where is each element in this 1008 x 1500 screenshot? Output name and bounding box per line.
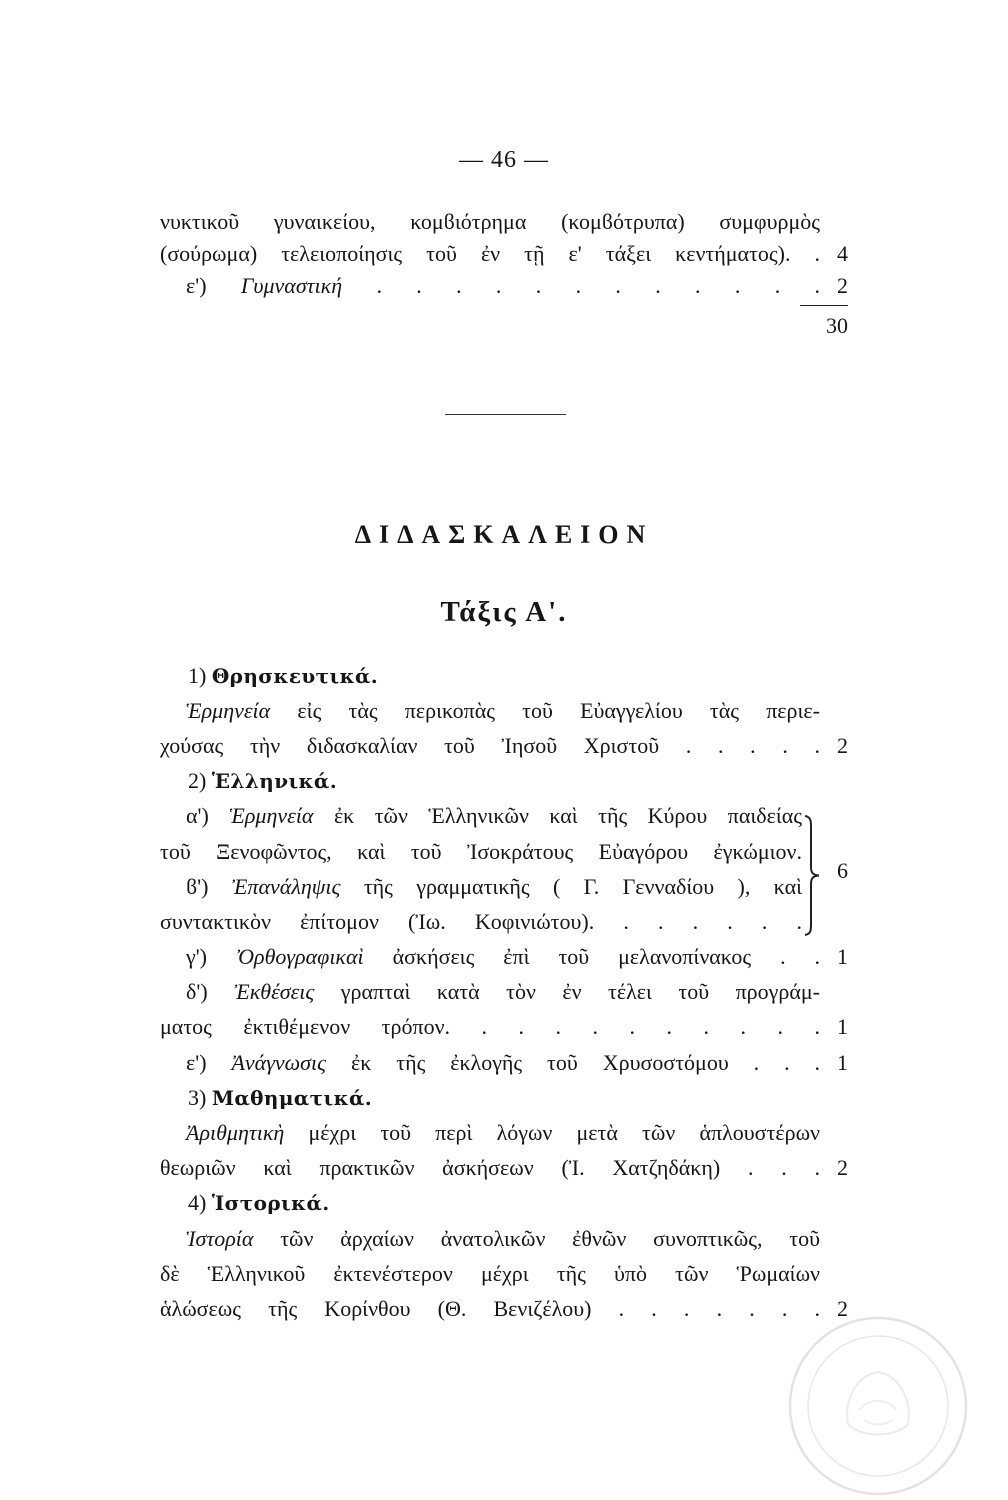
text-segment: ματος ἐκτιθέμενον τρόπον. <box>160 1014 451 1040</box>
page-number: — 46 — <box>459 147 549 173</box>
line-text <box>160 803 802 829</box>
subject-number: 3) <box>188 1084 207 1110</box>
line-text <box>160 979 820 1005</box>
subject-heading-history <box>160 1186 848 1221</box>
line-text <box>160 874 802 900</box>
text-segment: νυκτικοῦ γυναικείου, κομϐιότρημα (κομϐότρυπα) συμφυρμὸς <box>160 209 820 234</box>
gymnastics-line <box>160 270 848 302</box>
line-text <box>160 698 820 724</box>
dot-leaders: . . <box>780 944 821 970</box>
text-segment: γραπταὶ κατὰ τὸν ἐν τέλει τοῦ προγράμ- <box>340 979 821 1005</box>
text-segment: τῶν ἀρχαίων ἀνατολικῶν ἐθνῶν συνοπτικῶς, τοῦ <box>280 1225 820 1251</box>
item-label: ε') <box>186 1049 207 1075</box>
weekly-hours: 2 <box>837 1295 848 1321</box>
item-label: γ') <box>186 944 208 970</box>
stamp-inner-ring <box>808 1336 948 1476</box>
item-term: Ἐκθέσεις <box>234 979 315 1005</box>
line-text <box>160 1190 820 1216</box>
text-segment: εἰς τὰς περικοπὰς τοῦ Εὐαγγελίου τὰς περιε- <box>297 697 820 723</box>
subject-title: Θρησκευτικά. <box>211 663 379 688</box>
item-term: Ἀνάγνωσις <box>231 1049 327 1075</box>
item-term: Ἱστορία <box>186 1225 254 1251</box>
line-text <box>160 1085 820 1111</box>
subject-heading-math <box>160 1080 848 1115</box>
text-segment: ἐκ τῶν Ἑλληνικῶν καὶ τῆς Κύρου παιδείας <box>333 803 803 829</box>
greek-d-line <box>160 1010 848 1045</box>
curriculum <box>160 658 848 1327</box>
weekly-hours: 2 <box>837 273 848 298</box>
class-title: Τάξις Α'. <box>440 596 568 628</box>
weekly-hours: 6 <box>837 857 848 883</box>
text-segment: ἐκ τῆς ἐκλογῆς τοῦ Χρυσοστόμου <box>350 1049 729 1075</box>
subject-heading-greek <box>160 764 848 799</box>
greek-b-line <box>160 869 848 904</box>
subject-number: 2) <box>188 768 207 794</box>
line-text <box>160 1014 820 1040</box>
subject-number: 1) <box>188 662 207 688</box>
item-term: Ἐπανάληψις <box>231 873 341 899</box>
line-text <box>160 1050 820 1076</box>
line-text <box>160 663 820 689</box>
weekly-hours: 1 <box>837 944 848 970</box>
weekly-hours: 2 <box>837 732 848 758</box>
line-text <box>160 1261 820 1287</box>
math-item-line <box>160 1115 848 1150</box>
text-segment: (σούρωμα) τελειοποίησις τοῦ ἐν τῇ ε' τάξει κεντήματος). <box>160 241 791 266</box>
line-text <box>160 839 802 865</box>
line-text <box>160 273 820 299</box>
line-text <box>160 768 820 794</box>
subject-title: Ἑλληνικά. <box>211 769 338 794</box>
line-text <box>160 1120 820 1146</box>
dot-leaders: . . . . . . <box>623 908 803 934</box>
item-term: Ἀριθμητικὴ <box>186 1120 285 1146</box>
subject-heading-religion <box>160 658 848 693</box>
braced-items-group <box>160 799 848 940</box>
text-segment: τοῦ Ξενοφῶντος, καὶ τοῦ Ἰσοκράτους Εὐαγόρου ἐγκώμιον. <box>160 838 802 864</box>
dot-leaders: . <box>814 241 821 266</box>
item-label: δ') <box>186 979 208 1005</box>
weekly-hours: 1 <box>837 1014 848 1040</box>
section-divider <box>445 414 566 415</box>
line-text <box>160 241 820 267</box>
subject-number: 4) <box>188 1190 207 1216</box>
greek-c-line <box>160 940 848 975</box>
text-line <box>160 206 848 238</box>
library-stamp <box>786 1314 970 1498</box>
dot-leaders: . . . <box>747 1155 820 1181</box>
text-segment: ἁλώσεως τῆς Κορίνθου (Θ. Βενιζέλου) <box>160 1295 592 1321</box>
item-term: Ἑρμηνεία <box>186 697 271 723</box>
greek-b-line <box>160 904 848 939</box>
weekly-hours: 1 <box>837 1049 848 1075</box>
text-segment: χούσας τὴν διδασκαλίαν τοῦ Ἰησοῦ Χριστοῦ <box>160 732 660 758</box>
text-segment: δὲ Ἑλληνικοῦ ἐκτενέστερον μέχρι τῆς ὑπὸ τῶν Ῥωμαίων <box>160 1260 820 1286</box>
dot-leaders: . . . . . . . <box>618 1295 821 1321</box>
line-text <box>160 909 802 935</box>
weekly-hours: 2 <box>837 1155 848 1181</box>
text-segment: συντακτικὸν ἐπίτομον (Ἰω. Κοφινιώτου). <box>160 908 595 934</box>
item-term: Ὀρθογραφικαὶ <box>235 944 364 970</box>
item-label: ε') <box>186 273 207 298</box>
line-text <box>160 944 820 970</box>
text-segment: ἀσκήσεις ἐπὶ τοῦ μελανοπίνακος <box>392 944 752 970</box>
total-hours: 30 <box>826 313 848 338</box>
religion-item-line <box>160 728 848 763</box>
line-text <box>160 733 820 759</box>
history-item-line <box>160 1221 848 1256</box>
line-text <box>160 209 820 235</box>
stamp-emblem-detail <box>860 1401 896 1425</box>
dot-leaders: . . . . . . . . . . <box>481 1014 820 1040</box>
text-line <box>160 238 848 270</box>
item-term: Ἑρμηνεία <box>229 803 314 829</box>
history-item-line <box>160 1256 848 1291</box>
line-text <box>160 1155 820 1181</box>
item-label: ϐ') <box>186 873 209 899</box>
dot-leaders: . . . . . <box>685 732 821 758</box>
line-text <box>160 1226 820 1252</box>
text-segment: τῆς γραμματικῆς ( Γ. Γενναδίου ), καὶ <box>363 873 803 899</box>
item-label: α') <box>186 803 209 829</box>
line-text <box>160 1296 820 1322</box>
greek-a-line <box>160 799 848 834</box>
history-item-line <box>160 1291 848 1326</box>
greek-a-line <box>160 834 848 869</box>
text-segment: θεωριῶν καὶ πρακτικῶν ἀσκήσεων (Ἰ. Χατζηδάκη) <box>160 1155 721 1181</box>
text-segment: μέχρι τοῦ περὶ λόγων μετὰ τῶν ἁπλουστέρων <box>308 1120 820 1146</box>
weekly-hours: 4 <box>837 241 848 266</box>
subject-title: Μαθηματικά. <box>211 1085 373 1110</box>
section-heading: ΔΙΔΑΣΚΑΛΕΙΟΝ <box>354 520 654 549</box>
math-item-line <box>160 1151 848 1186</box>
stamp-outer-ring <box>790 1318 966 1494</box>
greek-e-line <box>160 1045 848 1080</box>
subject-title: Ἱστορικά. <box>211 1191 330 1216</box>
dot-leaders: . . . <box>753 1049 820 1075</box>
religion-item-line <box>160 693 848 728</box>
previous-schedule-end <box>160 206 848 302</box>
greek-d-line <box>160 975 848 1010</box>
sum-rule <box>800 305 848 306</box>
item-term: Γυμναστική <box>240 273 343 298</box>
dot-leaders: . . . . . . . . . . . . <box>376 273 821 298</box>
